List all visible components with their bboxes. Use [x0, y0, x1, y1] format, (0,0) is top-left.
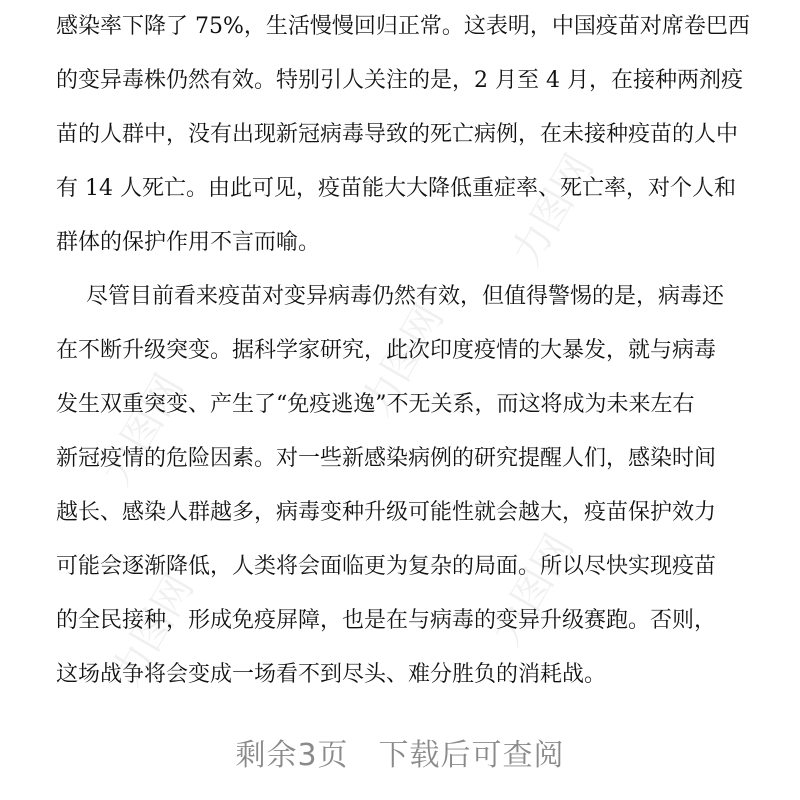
remaining-pages-label: 剩余3页 [235, 738, 349, 773]
paragraph-line: 的全民接种，形成免疫屏障，也是在与病毒的变异升级赛跑。否则， [56, 608, 717, 633]
paragraph-line: 的变异毒株仍然有效。特别引人关注的是，2 月至 4 月，在接种两剂疫 [56, 68, 743, 93]
paragraph-1 [56, 0, 750, 270]
paragraph-line: 在不断升级突变。据科学家研究，此次印度疫情的大暴发，就与病毒 [56, 338, 717, 363]
paragraph-line: 新冠疫情的危险因素。对一些新感染病例的研究提醒人们，感染时间 [56, 446, 717, 471]
paragraph-line: 尽管目前看来疫苗对变异病毒仍然有效，但值得警惕的是，病毒还 [86, 284, 725, 309]
watermark: 力图网 [483, 526, 583, 654]
watermark: 力图网 [103, 566, 203, 694]
paragraph-line: 有 14 人死亡。由此可见，疫苗能大大降低重症率、死亡率，对个人和 [56, 176, 736, 201]
paragraph-line: 可能会逐渐降低，人类将会面临更为复杂的局面。所以尽快实现疫苗 [56, 554, 717, 579]
download-prompt-label: 下载后可查阅 [378, 738, 565, 773]
paragraph-line: 发生双重突变、产生了“免疫逃逸”不无关系，而这将成为未来左右 [56, 392, 695, 417]
watermark: 力图网 [503, 146, 603, 274]
paragraph-line: 感染率下降了 75%，生活慢慢回归正常。这表明，中国疫苗对席卷巴西 [56, 14, 750, 39]
download-more-banner[interactable] [0, 728, 800, 784]
paragraph-2 [56, 270, 746, 702]
paragraph-line: 群体的保护作用不言而喻。 [56, 230, 321, 255]
paragraph-line: 越长、感染人群越多，病毒变种升级可能性就会越大，疫苗保护效力 [56, 500, 717, 525]
paragraph-line: 苗的人群中，没有出现新冠病毒导致的死亡病例，在未接种疫苗的人中 [56, 122, 739, 147]
watermark: 力图网 [93, 366, 193, 494]
paragraph-line: 这场战争将会变成一场看不到尽头、难分胜负的消耗战。 [56, 662, 607, 687]
watermark: 力图网 [353, 296, 453, 424]
